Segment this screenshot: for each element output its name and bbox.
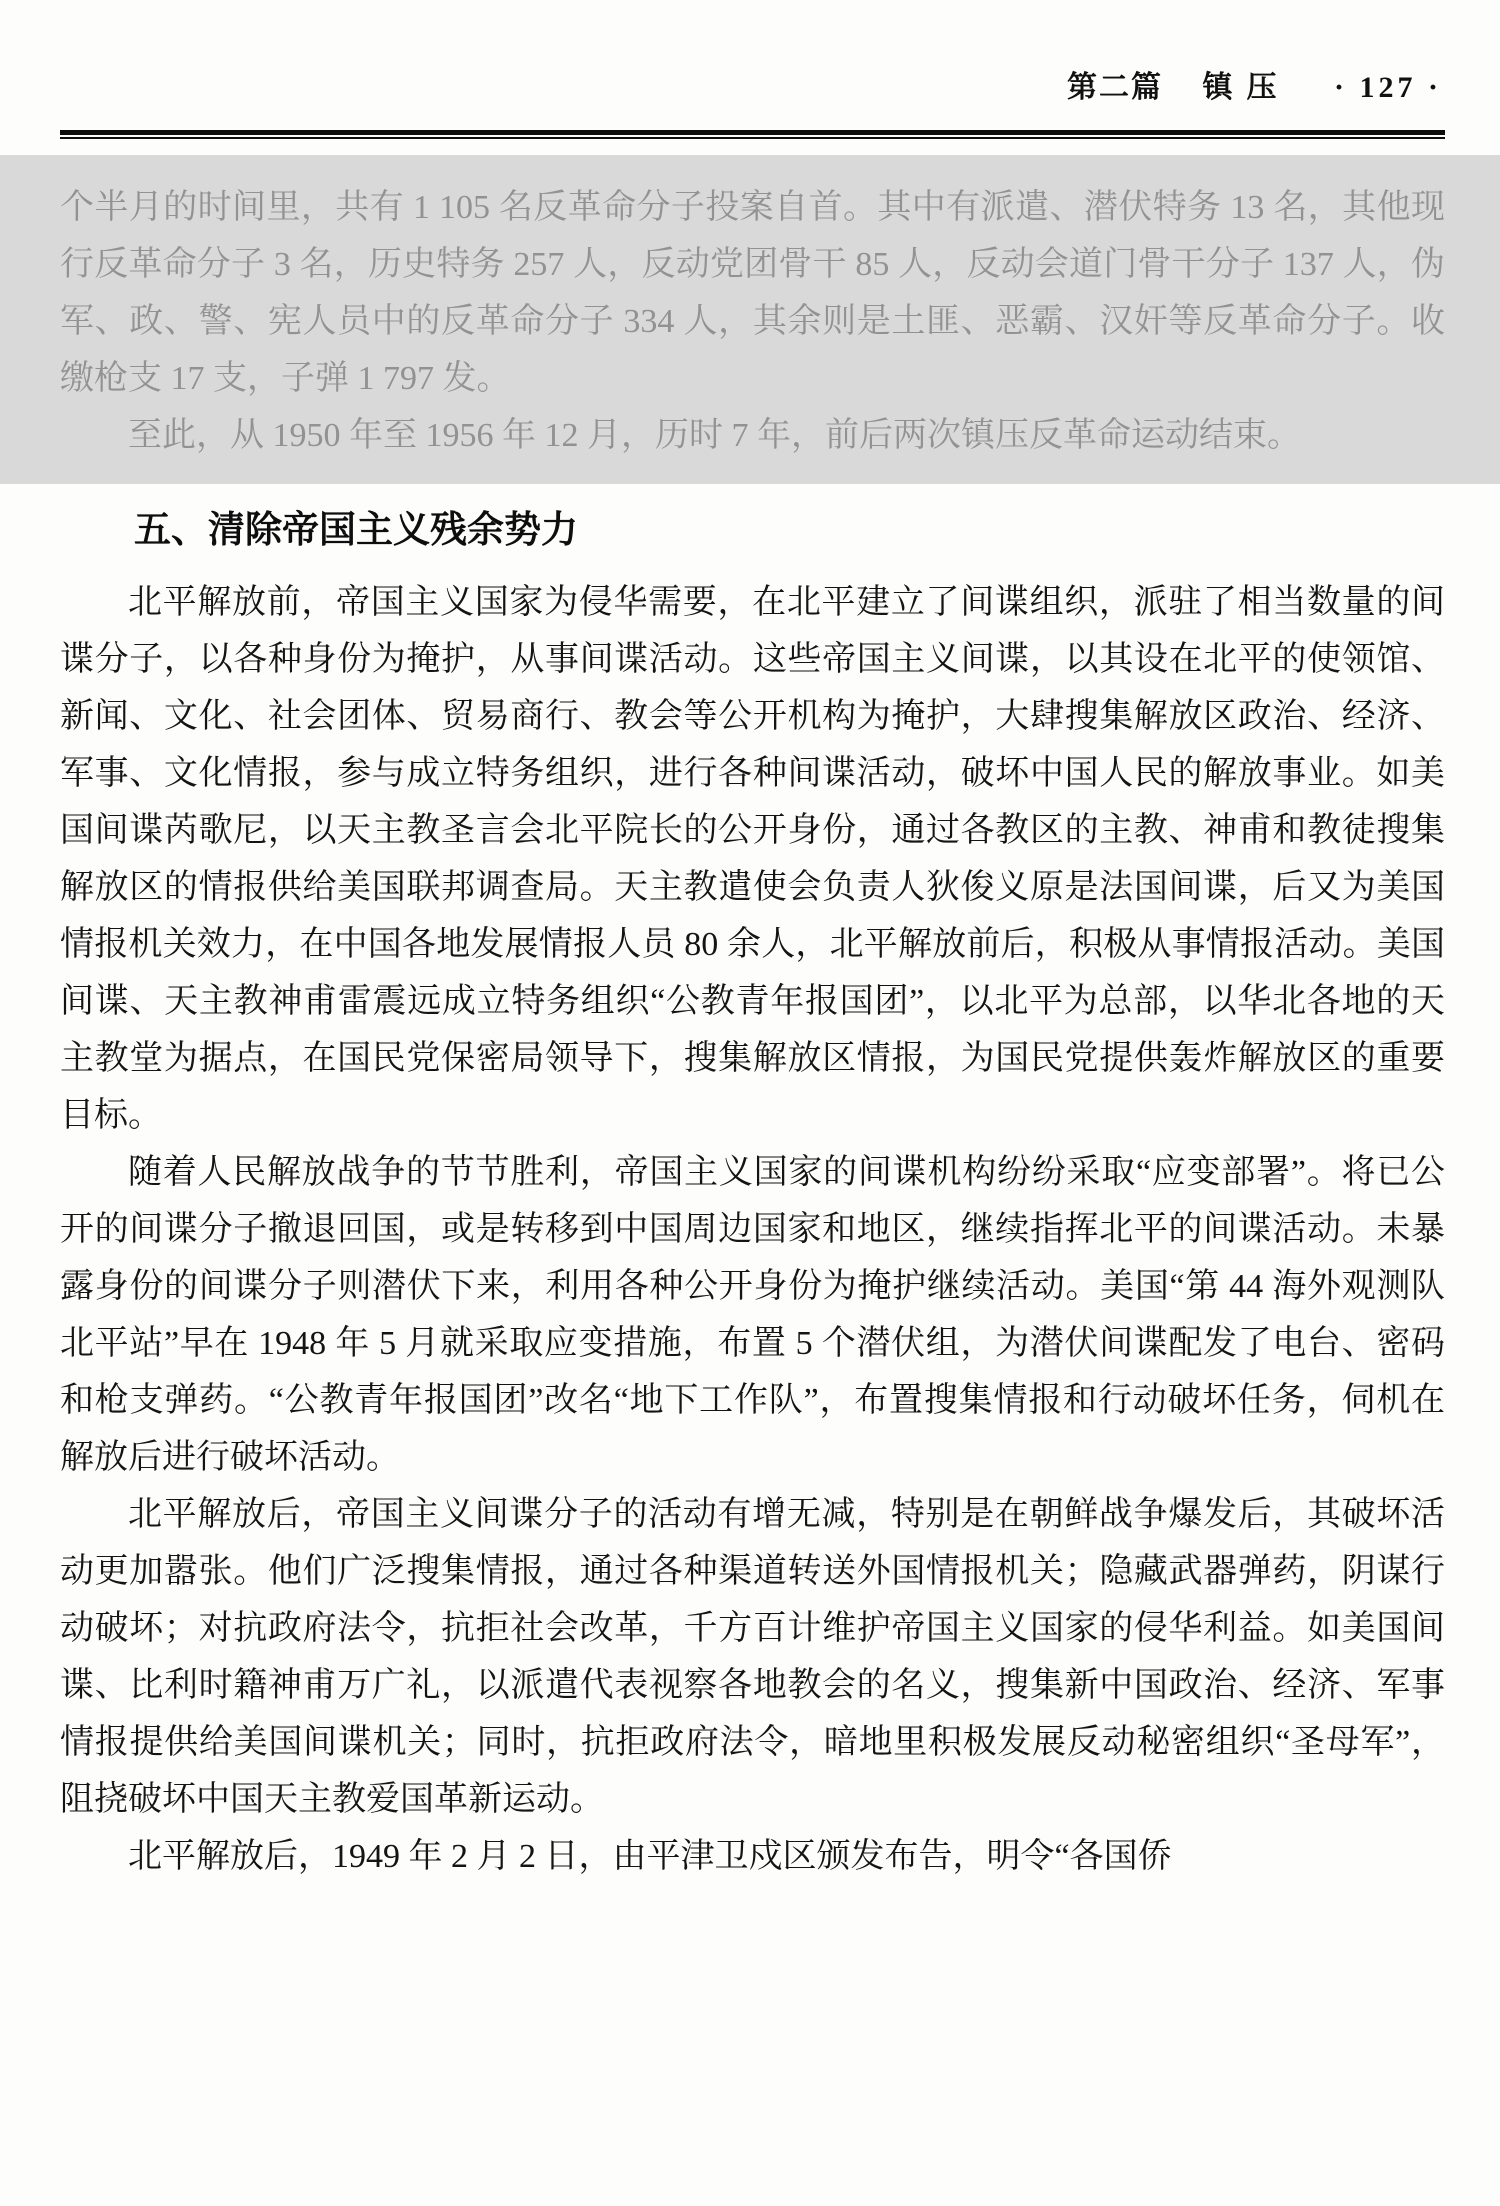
carryover-paragraph: 个半月的时间里，共有 1 105 名反革命分子投案自首。其中有派遣、潜伏特务 13 名，其他现行反革命分子 3 名，历史特务 257 人，反动党团骨干 85 人，反动会道门骨干分子 137 人，伪军、政、警、宪人员中的反革命分子 334 人，其余则是土匪、恶霸、汉奸等反革命分子。收缴枪支 17 支，子弹 1 797 发。 — [60, 189, 1445, 397]
header-page-number: · 127 · — [1333, 71, 1442, 104]
body-paragraph: 北平解放前，帝国主义国家为侵华需要，在北平建立了间谍组织，派驻了相当数量的间谍分子，以各种身份为掩护，从事间谍活动。这些帝国主义间谍，以其设在北平的使领馆、新闻、文化、社会团体、贸易商行、教会等公开机构为掩护，大肆搜集解放区政治、经济、军事、文化情报，参与成立特务组织，进行各种间谍活动，破坏中国人民的解放事业。如美国间谍芮歌尼，以天主教圣言会北平院长的公开身份，通过各教区的主教、神甫和教徒搜集解放区的情报供给美国联邦调查局。天主教遣使会负责人狄俊义原是法国间谍，后又为美国情报机关效力，在中国各地发展情报人员 80 余人，北平解放前后，积极从事情报活动。美国间谍、天主教神甫雷震远成立特务组织“公教青年报国团”，以北平为总部，以华北各地的天主教堂为据点，在国民党保密局领导下，搜集解放区情报，为国民党提供轰炸解放区的重要目标。 — [60, 584, 1445, 1134]
header-rule-thick-line — [60, 130, 1445, 135]
body-paragraph: 北平解放后，1949 年 2 月 2 日，由平津卫戍区颁发布告，明令“各国侨 — [128, 1838, 1172, 1875]
header-part-title: 镇压 — [1202, 71, 1291, 104]
carryover-paragraph: 至此，从 1950 年至 1956 年 12 月，历时 7 年，前后两次镇压反革命运动结束。 — [128, 417, 1301, 454]
body-text — [60, 574, 1445, 1885]
page-header — [0, 0, 1500, 106]
header-rule — [60, 130, 1445, 139]
body-paragraph: 随着人民解放战争的节节胜利，帝国主义国家的间谍机构纷纷采取“应变部署”。将已公开的间谍分子撤退回国，或是转移到中国周边国家和地区，继续指挥北平的间谍活动。未暴露身份的间谍分子则潜伏下来，利用各种公开身份为掩护继续活动。美国“第 44 海外观测队北平站”早在 1948 年 5 月就采取应变措施，布置 5 个潜伏组，为潜伏间谍配发了电台、密码和枪支弹药。“公教青年报国团”改名“地下工作队”，布置搜集情报和行动破坏任务，伺机在解放后进行破坏活动。 — [60, 1154, 1445, 1476]
header-part-label: 第二篇 — [1066, 71, 1163, 104]
header-rule-thin-line — [60, 137, 1445, 139]
body-paragraph: 北平解放后，帝国主义间谍分子的活动有增无减，特别是在朝鲜战争爆发后，其破坏活动更加嚣张。他们广泛搜集情报，通过各种渠道转送外国情报机关；隐藏武器弹药，阴谋行动破坏；对抗政府法令，抗拒社会改革，千方百计维护帝国主义国家的侵华利益。如美国间谍、比利时籍神甫万广礼，以派遣代表视察各地教会的名义，搜集新中国政治、经济、军事情报提供给美国间谍机关；同时，抗拒政府法令，暗地里积极发展反动秘密组织“圣母军”，阻挠破坏中国天主教爱国革新运动。 — [60, 1496, 1445, 1818]
carryover-highlighted-block — [0, 155, 1500, 484]
section-heading: 五、清除帝国主义残余势力 — [134, 510, 578, 551]
